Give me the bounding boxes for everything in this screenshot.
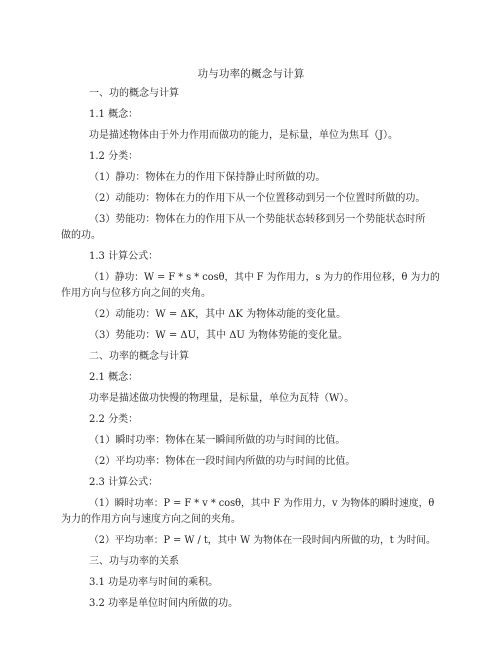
section-heading: 一、功的概念与计算 [89, 88, 179, 99]
paragraph-line-wrap: 做的功。 [61, 230, 101, 241]
subsection-heading: 3.2 功率是单位时间内所做的功。 [89, 598, 239, 609]
subsection-heading: 1.1 概念： [89, 109, 139, 120]
paragraph-line: 功是描述物体由于外力作用而做功的能力，是标量，单位为焦耳（J）。 [89, 130, 399, 141]
paragraph-line: （2）平均功率：P = W / t，其中 W 为物体在一段时间内所做的功，t 为时间。 [89, 535, 436, 546]
paragraph-line-wrap: 为力的作用方向与速度方向之间的夹角。 [61, 514, 241, 525]
section-heading: 三、功与功率的关系 [89, 556, 179, 567]
paragraph-line: （2）动能功：物体在力的作用下从一个位置移动到另一个位置时所做的功。 [89, 193, 426, 204]
subsection-heading: 1.3 计算公式： [89, 251, 159, 262]
subsection-heading: 2.1 概念： [89, 372, 139, 383]
section-heading: 二、功率的概念与计算 [89, 351, 189, 362]
subsection-heading: 2.3 计算公式： [89, 477, 159, 488]
paragraph-line: （1）瞬时功率：P = F * v * cosθ，其中 F 为作用力，v 为物体的瞬时速度，θ [89, 498, 435, 509]
subsection-heading: 1.2 分类： [89, 151, 139, 162]
paragraph-line: 功率是描述做功快慢的物理量，是标量，单位为瓦特（W）。 [89, 393, 355, 404]
paragraph-line: （3）势能功：物体在力的作用下从一个势能状态转移到另一个势能状态时所 [89, 214, 426, 225]
subsection-heading: 2.2 分类： [89, 414, 139, 425]
paragraph-line: （1）静功：W = F * s * cosθ，其中 F 为作用力，s 为力的作用位移，θ 为力的 [89, 272, 440, 283]
page-title: 功与功率的概念与计算 [197, 68, 305, 80]
paragraph-line: （2）平均功率：物体在一段时间内所做的功与时间的比值。 [89, 456, 356, 467]
paragraph-line: （1）瞬时功率：物体在某一瞬间所做的功与时间的比值。 [89, 435, 346, 446]
paragraph-line: （1）静功：物体在力的作用下保持静止时所做的功。 [89, 172, 326, 183]
paragraph-line: （3）势能功：W = ΔU，其中 ΔU 为物体势能的变化量。 [89, 330, 349, 341]
paragraph-line: （2）动能功：W = ΔK，其中 ΔK 为物体动能的变化量。 [89, 309, 347, 320]
subsection-heading: 3.1 功是功率与时间的乘积。 [89, 577, 219, 588]
paragraph-line-wrap: 作用方向与位移方向之间的夹角。 [61, 288, 211, 299]
